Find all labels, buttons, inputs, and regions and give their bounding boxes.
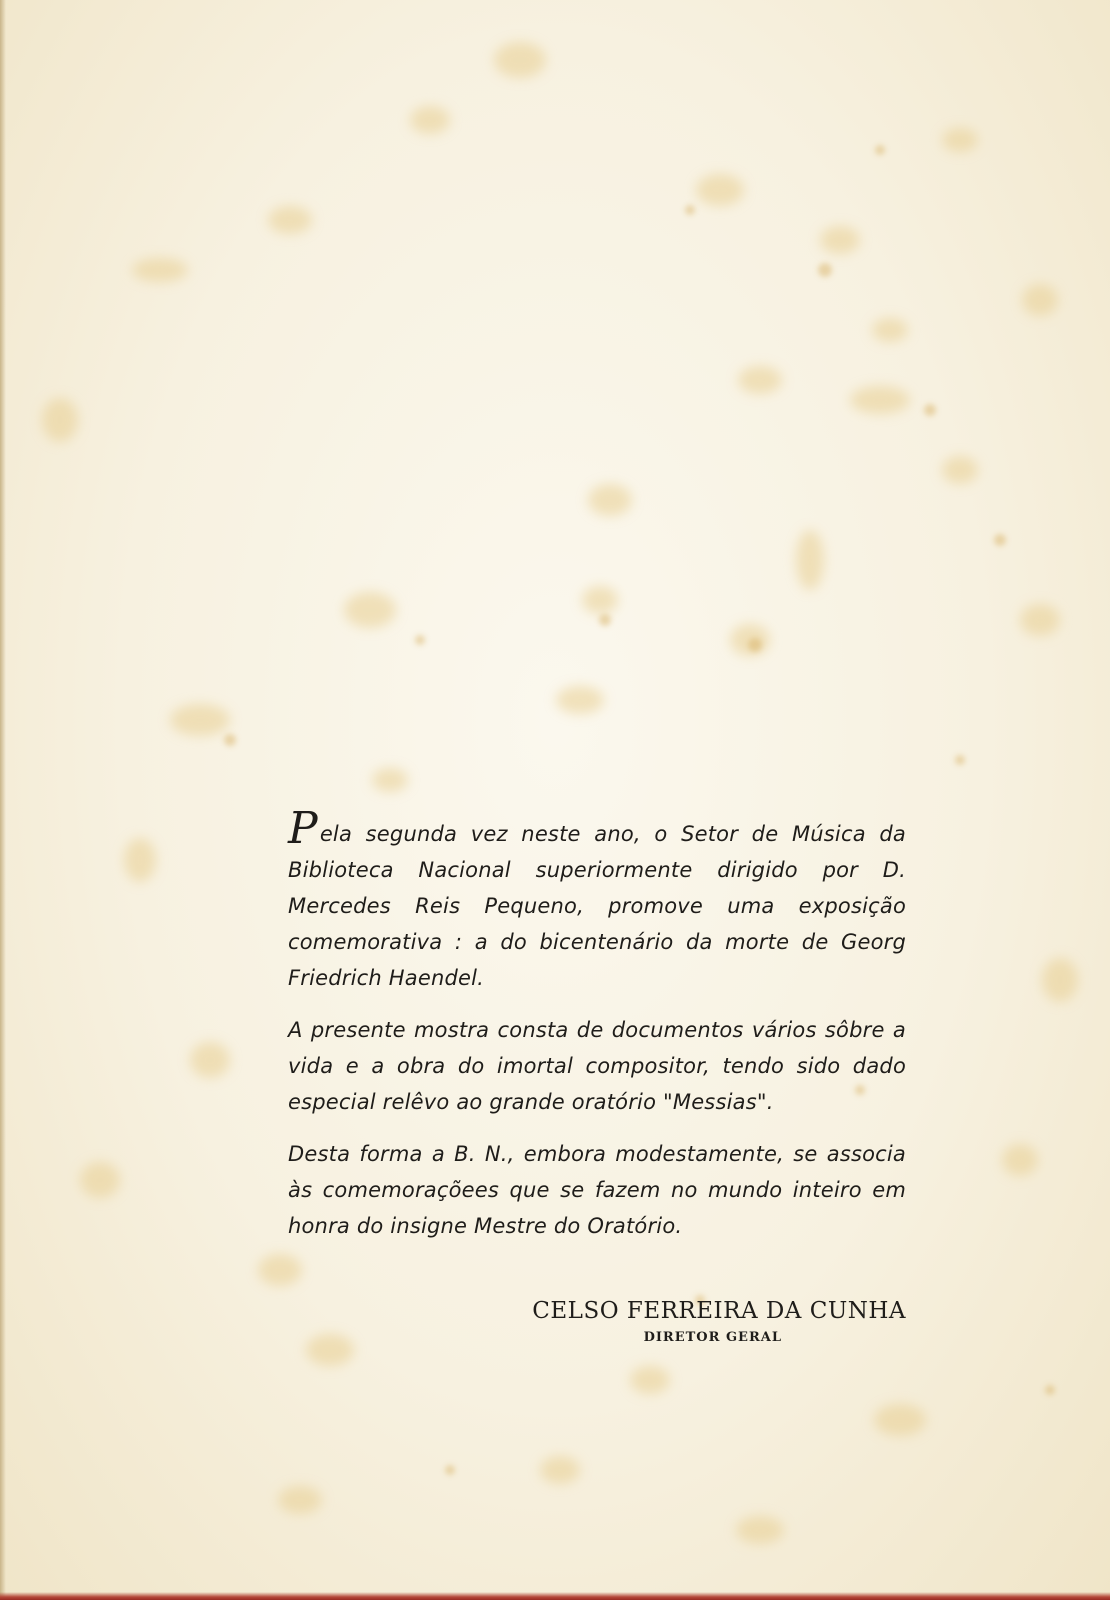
foreword-text — [288, 803, 906, 1244]
paragraph-2: A presente mostra consta de documentos vários sôbre a vida e a obra do imortal compositor, tendo sido dado especial relêvo ao grande oratório "Messias". — [288, 1018, 906, 1114]
signatory-title: DIRETOR GERAL — [643, 1330, 782, 1345]
paragraph-1 — [288, 803, 906, 996]
signature-block — [480, 1296, 906, 1348]
paragraph-3: Desta forma a B. N., embora modestamente, se associa às comemoraçõees que se fazem no mundo inteiro em honra do insigne Mestre do Oratório. — [288, 1142, 906, 1238]
paragraph-1-text: ela segunda vez neste ano, o Setor de Música da Biblioteca Nacional superiormente dirigido por D. Mercedes Reis Pequeno, promove uma exposição comemorativa : a do bicentenário da morte de Georg Friedrich Haendel. — [288, 822, 906, 990]
page-left-edge — [0, 0, 6, 1600]
signatory-name: CELSO FERREIRA DA CUNHA — [532, 1298, 906, 1324]
binding-edge — [0, 1592, 1110, 1600]
drop-cap: P — [288, 803, 318, 854]
